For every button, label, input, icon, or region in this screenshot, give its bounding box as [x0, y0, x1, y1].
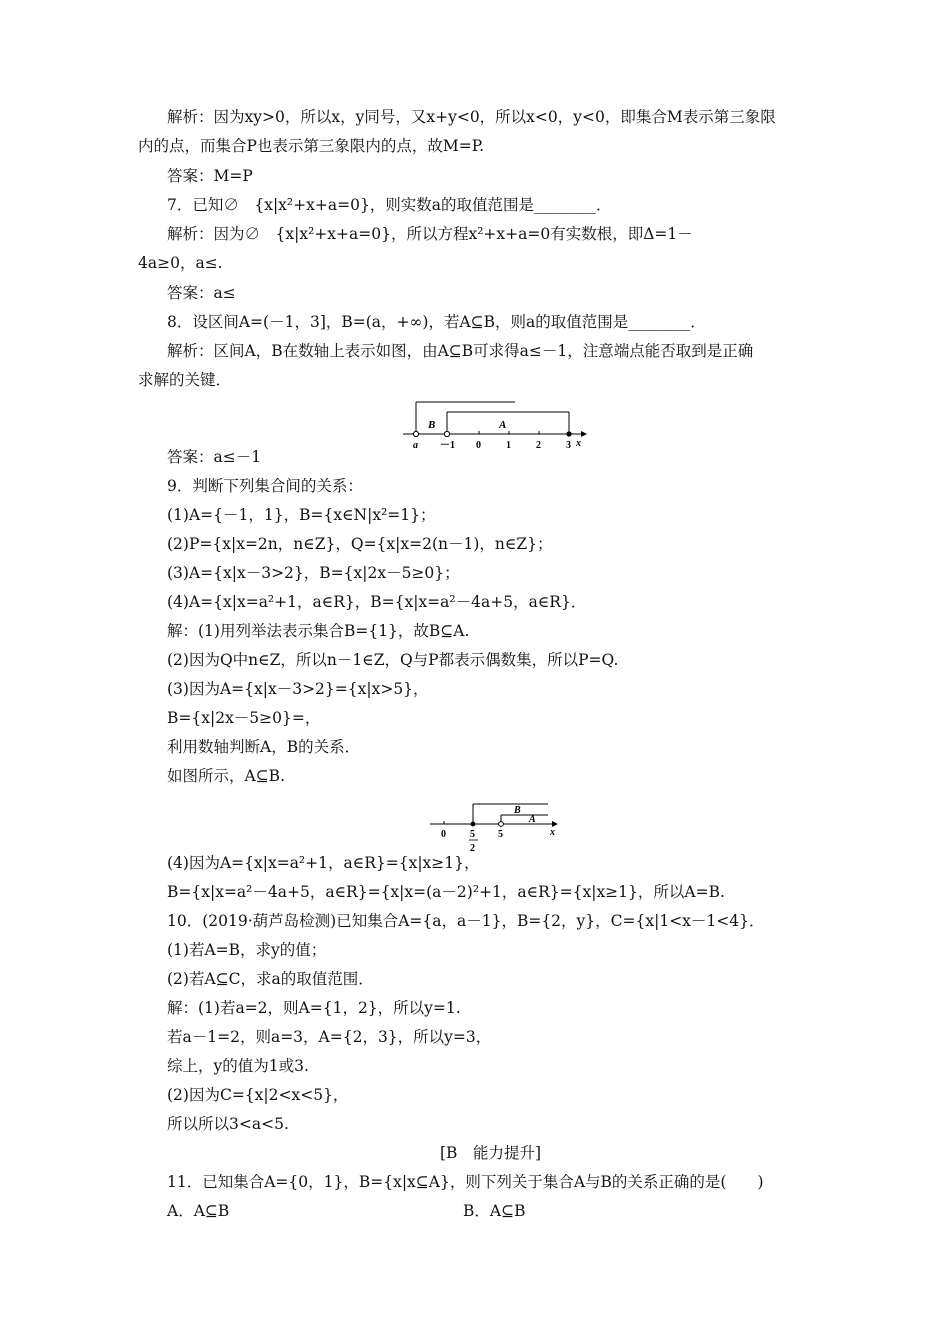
fig1-tick-a: a: [413, 440, 418, 451]
text-line: (1)A={－1，1}，B={x∈N|x²=1}；: [167, 506, 436, 524]
text-line: 4a≥0，a≤.: [138, 254, 223, 272]
text-line: B={x|2x－5≥0}=，: [167, 709, 321, 727]
text-line: (3)A={x|x－3>2}，B={x|2x－5≥0}；: [167, 564, 460, 582]
text-line: 11．已知集合A={0，1}，B={x|x⊆A}，则下列关于集合A与B的关系正确的是( ): [167, 1173, 764, 1191]
text-line: B={x|x=a²－4a+5，a∈R}={x|x=(a－2)²+1，a∈R}={x|x≥1}，所以A=B.: [167, 883, 725, 901]
text-line: [B 能力提升]: [440, 1144, 541, 1162]
text-line: 答案：M=P: [167, 167, 253, 185]
text-line: (2)因为C={x|2<x<5}，: [167, 1086, 349, 1104]
text-line: 若a－1=2，则a=3，A={2，3}，所以y=3，: [167, 1028, 492, 1046]
text-line: 所以所以3<a<5.: [167, 1115, 289, 1133]
text-line: 内的点，而集合P也表示第三象限内的点，故M=P.: [138, 137, 485, 155]
fig1-tick-0: 0: [476, 440, 481, 451]
fig2-tick-0: 0: [441, 829, 446, 840]
fig1-tick-neg1: －1: [440, 440, 455, 451]
fig2-tick-five-halves-num: 5: [470, 829, 475, 840]
fig1-tick-2: 2: [536, 440, 541, 451]
number-line-figure-2: [428, 800, 568, 860]
text-line: 利用数轴判断A，B的关系．: [167, 738, 361, 756]
text-line: 10．(2019·葫芦岛检测)已知集合A={a，a－1}，B={2，y}，C={x|1<x－1<4}．: [167, 912, 765, 930]
text-line: (1)若A=B，求y的值；: [167, 941, 327, 959]
number-line-figure-1: [395, 398, 595, 454]
fig1-label-a: A: [499, 419, 507, 431]
text-line: 如图所示，A⊆B.: [167, 767, 285, 785]
text-line: 求解的关键．: [138, 371, 232, 389]
fig2-tick-5: 5: [498, 829, 503, 840]
text-line: (2)若A⊆C，求a的取值范围．: [167, 970, 374, 988]
text-line: 解析：区间A，B在数轴上表示如图，由A⊆B可求得a≤－1，注意端点能否取到是正确: [167, 342, 754, 360]
text-line: 7．已知∅ {x|x²+x+a=0}，则实数a的取值范围是________．: [167, 196, 612, 214]
text-line: 答案：a≤: [167, 284, 236, 302]
fig1-tick-1: 1: [506, 440, 511, 451]
text-line: 解析：因为∅ {x|x²+x+a=0}，所以方程x²+x+a=0有实数根，即Δ=1－: [167, 225, 693, 243]
fig1-label-b: B: [428, 419, 436, 431]
text-line: 8．设区间A=(－1，3]，B=(a，+∞)，若A⊆B，则a的取值范围是________．: [167, 313, 706, 331]
text-line: (3)因为A={x|x－3>2}={x|x>5}，: [167, 680, 429, 698]
text-line: (4)因为A={x|x=a²+1，a∈R}={x|x≥1}，: [167, 854, 480, 872]
text-line: 答案：a≤－1: [167, 448, 262, 466]
text-line: A．A⊆B: [167, 1202, 230, 1220]
fig1-tick-3: 3: [566, 440, 571, 451]
fig2-label-a: A: [529, 814, 536, 825]
text-line: B．A⊆B: [463, 1202, 526, 1220]
fig1-axis-label: x: [576, 438, 581, 449]
text-line: (2)因为Q中n∈Z，所以n－1∈Z，Q与P都表示偶数集，所以P=Q.: [167, 651, 619, 669]
text-line: 9．判断下列集合间的关系：: [167, 477, 363, 495]
fig2-label-b: B: [514, 805, 521, 816]
text-line: 解：(1)若a=2，则A={1，2}，所以y=1.: [167, 999, 461, 1017]
text-line: (4)A={x|x=a²+1，a∈R}，B={x|x=a²－4a+5，a∈R}．: [167, 593, 587, 611]
text-line: (2)P={x|x=2n，n∈Z}，Q={x|x=2(n－1)，n∈Z}；: [167, 535, 553, 553]
text-line: 综上，y的值为1或3.: [167, 1057, 309, 1075]
text-line: 解析：因为xy>0，所以x，y同号，又x+y<0，所以x<0，y<0，即集合M表示第三象限: [167, 108, 776, 126]
fig2-tick-five-halves-den: 2: [470, 843, 475, 854]
text-line: 解：(1)用列举法表示集合B={1}，故B⊆A.: [167, 622, 470, 640]
fig2-axis-label: x: [550, 827, 555, 838]
